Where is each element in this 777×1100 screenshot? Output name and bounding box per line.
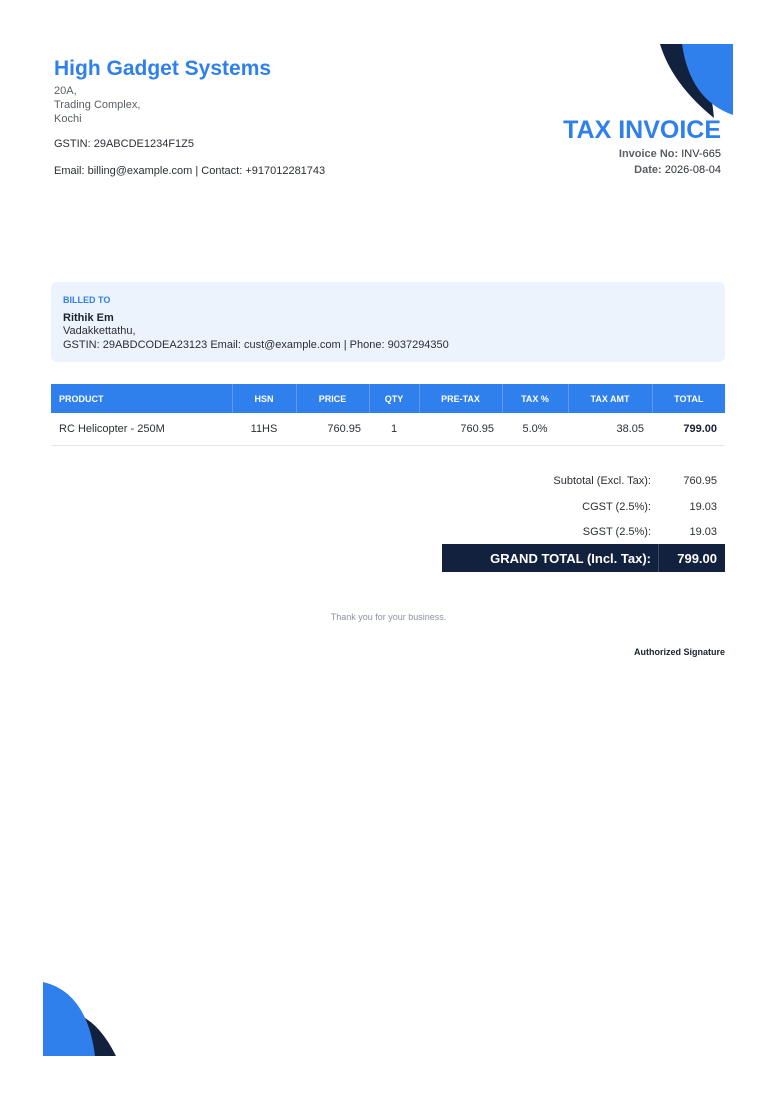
customer-address: Vadakkettathu,	[63, 325, 136, 337]
column-header-tax-amount: TAX AMT	[568, 384, 652, 413]
column-header-product: PRODUCT	[51, 384, 232, 413]
invoice-date	[634, 164, 721, 176]
company-contact: Email: billing@example.com | Contact: +917012281743	[54, 165, 326, 177]
cell-price: 760.95	[296, 413, 369, 446]
cell-pre-tax: 760.95	[419, 413, 502, 446]
cell-hsn: 11HS	[232, 413, 296, 446]
subtotal-value: 760.95	[683, 475, 717, 487]
column-header-price: PRICE	[296, 384, 369, 413]
grand-total-bar	[442, 544, 725, 572]
column-header-total: TOTAL	[652, 384, 725, 413]
invoice-number	[619, 148, 721, 160]
customer-details: GSTIN: 29ABDCODEA23123 Email: cust@example.com | Phone: 9037294350	[63, 339, 449, 351]
invoice-title: TAX INVOICE	[563, 116, 721, 144]
cell-tax-percent: 5.0%	[502, 413, 568, 446]
column-header-tax-percent: TAX %	[502, 384, 568, 413]
column-header-hsn: HSN	[232, 384, 296, 413]
bottom-left-corner-decoration	[43, 982, 117, 1057]
invoice-date-label: Date:	[634, 164, 662, 176]
top-right-corner-decoration	[660, 44, 734, 118]
cell-product: RC Helicopter - 250M	[51, 413, 232, 446]
table-header-row	[51, 384, 725, 413]
billed-to-label: BILLED TO	[63, 295, 111, 305]
invoice-date-value: 2026-08-04	[664, 164, 721, 176]
sgst-value: 19.03	[689, 526, 717, 538]
subtotal-label: Subtotal (Excl. Tax):	[553, 475, 651, 487]
company-address-line: Kochi	[54, 113, 82, 125]
column-header-pre-tax: PRE-TAX	[419, 384, 502, 413]
company-address-line: Trading Complex,	[54, 99, 141, 111]
cgst-label: CGST (2.5%):	[582, 501, 651, 513]
grand-total-divider	[658, 544, 659, 572]
cgst-value: 19.03	[689, 501, 717, 513]
sgst-label: SGST (2.5%):	[582, 526, 651, 538]
company-name: High Gadget Systems	[54, 57, 272, 80]
authorized-signature: Authorized Signature	[633, 647, 725, 657]
company-address	[54, 84, 140, 126]
table-row	[51, 413, 725, 446]
company-gstin: GSTIN: 29ABCDE1234F1Z5	[54, 138, 195, 150]
invoice-number-label: Invoice No:	[618, 148, 679, 160]
column-header-qty: QTY	[369, 384, 419, 413]
cell-tax-amount: 38.05	[568, 413, 652, 446]
items-table	[51, 384, 725, 446]
thank-you-note: Thank you for your business.	[330, 612, 447, 622]
company-address-line: 20A,	[54, 85, 77, 97]
cell-total: 799.00	[652, 413, 725, 446]
grand-total-label: GRAND TOTAL (Incl. Tax):	[490, 551, 651, 566]
invoice-number-value: INV-665	[681, 148, 721, 160]
customer-name: Rithik Em	[63, 312, 114, 324]
grand-total-value: 799.00	[677, 551, 717, 566]
cell-qty: 1	[369, 413, 419, 446]
